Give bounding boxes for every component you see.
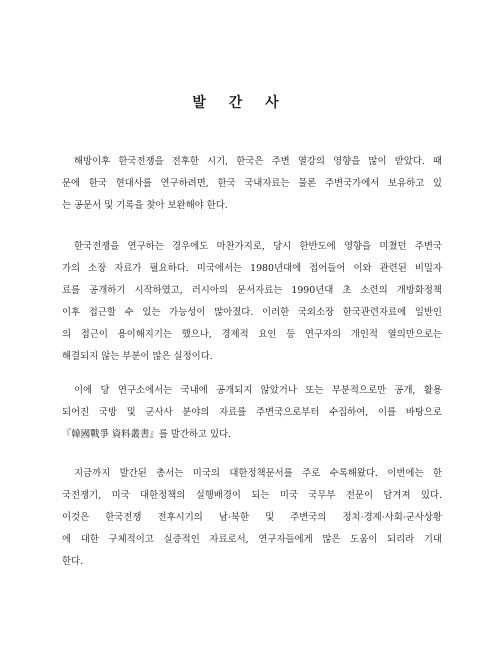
page-title: 발 간 사 xyxy=(192,95,288,111)
paragraph-line: 한다. xyxy=(62,556,84,567)
paragraph-line: 되어진 국방 및 군사사 분야의 자료를 주변국으로부터 수집하여, 이를 바탕으로 xyxy=(62,407,442,418)
paragraph-line: 가의 소장 자료가 필요하다. 미국에서는 1980년대에 접어들어 이와 관련된 비밀자 xyxy=(62,263,442,274)
paragraph-line: 지금까지 발간된 총서는 미국의 대한정책문서를 주로 수록해왔다. 이번에는 한 xyxy=(74,468,442,479)
paragraph-1 xyxy=(62,151,442,217)
paragraph-line: 국전쟁기, 미국 대한정책의 실행배경이 되는 미국 국무부 전문이 담겨져 있다. xyxy=(62,490,442,501)
paragraph-line: 의 접근이 용이해지기는 했으나, 경제적 요인 등 연구자의 개인적 열의만으로는 xyxy=(62,329,442,340)
paragraph-line: 료를 공개하기 시작하였고, 러시아의 문서자료는 1990년대 초 소련의 개방화정책 xyxy=(62,285,442,296)
paragraph-line: 문에 한국 현대사를 연구하려면, 한국 국내자료는 물론 주변국가에서 보유하고 있 xyxy=(62,178,442,189)
paragraph-line: 이에 당 연구소에서는 국내에 공개되지 않았거나 또는 부분적으로만 공개, 활용 xyxy=(74,385,442,396)
paragraph-line: 해방이후 한국전쟁을 전후한 시기, 한국은 주변 열강의 영향을 많이 받았다. 때 xyxy=(74,156,442,167)
paragraph-4 xyxy=(62,463,442,573)
paragraph-line: 『韓國戰爭 資料叢書』를 발간하고 있다. xyxy=(62,429,232,440)
paragraph-line: 는 공문서 및 기록을 찾아 보완해야 한다. xyxy=(62,200,228,211)
paragraph-line: 해결되지 않는 부분이 많은 실정이다. xyxy=(62,351,213,362)
paragraph-line: 이후 접근할 수 있는 가능성이 많아졌다. 이러한 국외소장 한국관련자료에 일반인 xyxy=(62,307,442,318)
paragraph-2 xyxy=(62,236,442,368)
paragraph-line: 이것은 한국전쟁 전후시기의 남·북한 및 주변국의 정치·경제·사회·군사상황 xyxy=(62,512,442,523)
paragraph-line: 에 대한 구체적이고 실증적인 자료로서, 연구자들에게 많은 도움이 되리라 기대 xyxy=(62,534,442,545)
paragraph-line: 한국전쟁을 연구하는 경우에도 마찬가지로, 당시 한반도에 영향을 미쳤던 주변국 xyxy=(74,241,442,252)
paragraph-3 xyxy=(62,380,442,446)
